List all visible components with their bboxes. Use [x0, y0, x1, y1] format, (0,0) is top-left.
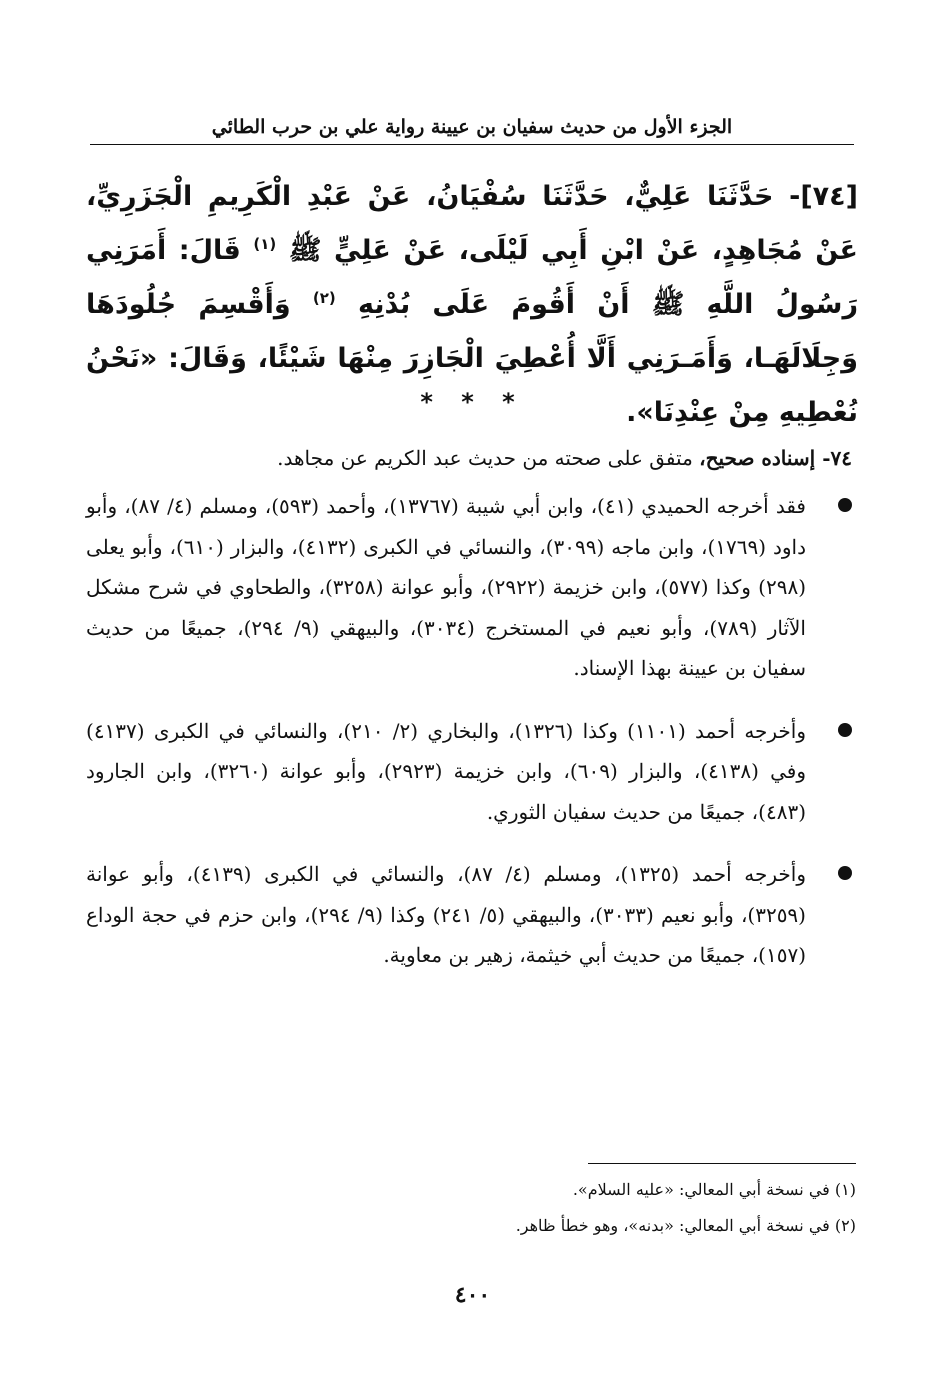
takhrij-item [86, 711, 806, 833]
takhrij-item [86, 486, 806, 689]
hadith-text-part-2: قَالَ: أَمَرَنِي رَسُولُ اللَّهِ ﷺ أَنْ أَقُومَ عَلَى بُدْنِهِ [86, 235, 858, 320]
hadith-text-part-1: حَدَّثَنَا عَلِيٌّ، حَدَّثَنَا سُفْيَانُ، عَنْ عَبْدِ الْكَرِيمِ الْجَزَرِيِّ، عَنْ مُجَاهِدٍ، عَنْ ابْنِ أَبِي لَيْلَى، عَنْ عَلِيٍّ ﷺ [86, 181, 858, 266]
page-number: ٤٠٠ [454, 1282, 491, 1308]
bullet-icon [838, 723, 852, 737]
takhrij-item [86, 854, 806, 976]
section-separator: * * * [420, 388, 525, 416]
footnote-divider [588, 1163, 856, 1164]
hadith-text-part-3: وَأَقْسِمَ جُلُودَهَا وَجِلَالَهَـا، وَأَمَـرَنِي أَلَّا أُعْطِيَ الْجَازِرَ مِنْهَا شَيْئًا، وَقَالَ: «نَحْنُ نُعْطِيهِ مِنْ عِنْدِنَا». [86, 289, 858, 428]
footnote-marker-2: (٢) [312, 289, 336, 307]
takhrij-list [86, 486, 806, 998]
isnad-verdict: ٧٤- إسناده صحيح، [699, 446, 852, 470]
footnote-marker-1: (١) [253, 235, 277, 253]
bullet-icon [838, 866, 852, 880]
isnad-note: متفق على صحته من حديث عبد الكريم عن مجاهد. [277, 446, 693, 470]
isnad-commentary [90, 438, 852, 478]
footnote-2: (٢) في نسخة أبي المعالي: «بدنه»، وهو خطأ ظاهر. [515, 1216, 856, 1235]
takhrij-item-text: وأخرجه أحمد (١١٠١) وكذا (١٣٢٦)، والبخاري (٢/ ٢١٠)، والنسائي في الكبرى (٤١٣٧) وفي (٤١٣٨)، والبزار (٦٠٩)، وابن خزيمة (٢٩٢٣)، وأبو عوانة (٣٢٦٠)، وابن الجارود (٤٨٣)، جميعًا من حديث سفيان الثوري. [86, 718, 807, 824]
hadith-number: [٧٤]- [789, 181, 858, 212]
footnotes [90, 1172, 856, 1244]
footnote-1: (١) في نسخة أبي المعالي: «عليه السلام». [572, 1180, 856, 1199]
running-header-title: الجزء الأول من حديث سفيان بن عيينة رواية علي بن حرب الطائي [211, 116, 733, 138]
running-header [90, 110, 854, 145]
takhrij-item-text: فقد أخرجه الحميدي (٤١)، وابن أبي شيبة (١٣٧٦٧)، وأحمد (٥٩٣)، ومسلم (٤/ ٨٧)، وأبو داود (١٧٦٩)، وابن ماجه (٣٠٩٩)، والنسائي في الكبرى (٤١٣٢)، والبزار (٦١٠)، وأبو يعلى (٢٩٨) وكذا (٥٧٧)، وابن خزيمة (٢٩٢٢)، وأبو عوانة (٣٢٥٨)، والطحاوي في شرح مشكل الآثار (٧٨٩)، وأبو نعيم في المستخرج (٣٠٣٤)، والبيهقي (٩/ ٢٩٤)، جميعًا من حديث سفيان بن عيينة بهذا الإسناد. [86, 494, 807, 680]
takhrij-item-text: وأخرجه أحمد (١٣٢٥)، ومسلم (٤/ ٨٧)، والنسائي في الكبرى (٤١٣٩)، وأبو عوانة (٣٢٥٩)، وأبو نعيم (٣٠٣٣)، والبيهقي (٥/ ٢٤١) وكذا (٩/ ٢٩٤)، وابن حزم في حجة الوداع (١٥٧)، جميعًا من حديث أبي خيثمة، زهير بن معاوية. [86, 862, 807, 967]
bullet-icon [838, 498, 852, 512]
